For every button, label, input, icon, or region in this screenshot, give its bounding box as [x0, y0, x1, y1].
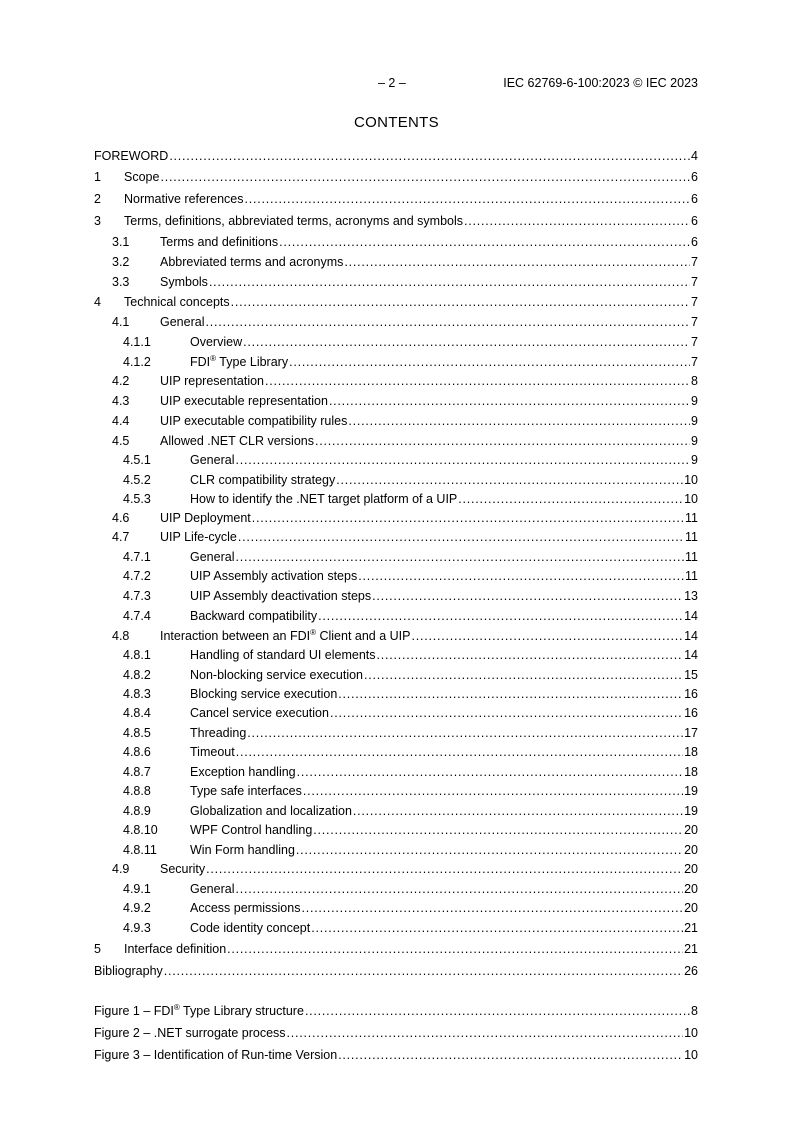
- toc-entry-title: [190, 470, 335, 490]
- toc-entry-title: [160, 372, 264, 391]
- toc-entry[interactable]: [94, 490, 698, 509]
- toc-entry[interactable]: [94, 272, 698, 292]
- toc-entry[interactable]: [94, 332, 698, 352]
- toc-entry-title: [190, 606, 317, 626]
- toc-entry-title: [160, 509, 251, 528]
- toc-entry-title-text: FDI: [190, 355, 211, 369]
- toc-entry-title: [160, 232, 278, 252]
- toc-entry-title: [190, 586, 371, 606]
- toc-entry-title-text: Code identity concept: [190, 921, 311, 935]
- toc-entry-title-text: Terms and definitions: [160, 235, 279, 249]
- toc-entry[interactable]: [94, 685, 698, 704]
- toc-entry[interactable]: [94, 586, 698, 606]
- toc-entry-title: [160, 272, 208, 292]
- toc-entry-title: [160, 431, 314, 451]
- toc-entry-title: [190, 821, 312, 840]
- toc-entry-number: 4.8.2: [123, 668, 151, 682]
- toc-entry-number: 4.9.3: [123, 921, 151, 935]
- toc-entry-page: 18: [684, 745, 698, 759]
- toc-entry-title-text: General: [190, 453, 235, 467]
- toc-entry[interactable]: [94, 782, 698, 801]
- toc-entry-title: [190, 646, 376, 665]
- toc-entry-number: 4.7.2: [123, 569, 151, 583]
- toc-entry-page: 20: [684, 901, 698, 915]
- toc-entry-page: 7: [691, 355, 698, 369]
- toc-entry-title-text: FOREWORD: [94, 149, 169, 163]
- toc-entry-number: 4.7: [112, 530, 130, 544]
- toc-entry-page: 13: [684, 589, 698, 603]
- toc-entry-title: [94, 960, 163, 982]
- dot-leader: [372, 586, 683, 606]
- toc-entry-title-text: General: [190, 882, 235, 896]
- dot-leader: [169, 145, 690, 167]
- toc-entry-title-text: General: [160, 315, 205, 329]
- toc-entry-title-text: Interface definition: [124, 942, 227, 956]
- registered-mark: ®: [210, 353, 217, 363]
- toc-entry-number: 4.9: [112, 862, 130, 876]
- toc-entry-title-text: Figure 2 – .NET surrogate process: [94, 1026, 286, 1040]
- toc-entry-title-text: Exception handling: [190, 765, 296, 779]
- toc-entry-title-text: Win Form handling: [190, 843, 295, 857]
- page-title: CONTENTS: [354, 114, 439, 131]
- toc-entry[interactable]: [94, 646, 698, 665]
- toc-entry-page: 8: [691, 1004, 698, 1018]
- dot-leader: [289, 352, 690, 372]
- toc-entry-page: 11: [685, 511, 698, 525]
- toc-entry-title: [94, 1000, 304, 1022]
- toc-entry[interactable]: [94, 918, 698, 938]
- dot-leader: [338, 1044, 683, 1066]
- toc-entry-title-text: Timeout: [190, 745, 235, 759]
- toc-entry-title-rest: Type Library structure: [179, 1004, 304, 1018]
- dot-leader: [205, 312, 690, 332]
- dot-leader: [301, 899, 683, 918]
- dot-leader: [353, 801, 683, 821]
- list-of-figures: [94, 1000, 698, 1066]
- toc-entry-page: 7: [691, 255, 698, 269]
- toc-entry-page: 15: [684, 668, 698, 682]
- toc-entry-number: 4.7.4: [123, 609, 151, 623]
- toc-entry[interactable]: [94, 899, 698, 918]
- toc-entry-number: 4.5.2: [123, 473, 151, 487]
- toc-entry-title: [190, 451, 234, 470]
- toc-entry-title-text: UIP executable compatibility rules: [160, 414, 348, 428]
- toc-entry-page: 20: [684, 823, 698, 837]
- toc-entry[interactable]: [94, 145, 698, 167]
- toc-entry-title: [190, 762, 296, 782]
- toc-entry-title-text: Terms, definitions, abbreviated terms, acronyms and symbols: [124, 214, 464, 228]
- toc-entry[interactable]: [94, 743, 698, 762]
- toc-entry-title: [160, 626, 411, 646]
- toc-entry-number: 4.5: [112, 434, 130, 448]
- toc-entry-title-text: UIP representation: [160, 374, 264, 388]
- toc-entry-number: 4.8.7: [123, 765, 151, 779]
- toc-entry-number: 3: [94, 214, 101, 228]
- toc-entry-page: 26: [684, 964, 698, 978]
- toc-entry-title: [190, 665, 363, 685]
- toc-entry-title-text: How to identify the .NET target platform of a UIP: [190, 492, 458, 506]
- dot-leader: [344, 252, 690, 272]
- toc-entry[interactable]: [94, 391, 698, 411]
- toc-entry-title-text: Abbreviated terms and acronyms: [160, 255, 344, 269]
- toc-entry[interactable]: [94, 960, 698, 982]
- toc-entry-page: 9: [691, 434, 698, 448]
- toc-entry[interactable]: [94, 528, 698, 547]
- toc-entry[interactable]: [94, 252, 698, 272]
- dot-leader: [231, 292, 690, 312]
- toc-entry-number: 4.9.2: [123, 901, 151, 915]
- dot-leader: [412, 626, 684, 646]
- toc-entry-title-text: UIP Life-cycle: [160, 530, 237, 544]
- table-of-contents: [94, 145, 698, 982]
- toc-entry-title-text: WPF Control handling: [190, 823, 313, 837]
- toc-entry-number: 4.9.1: [123, 882, 151, 896]
- document-id: IEC 62769-6-100:2023 © IEC 2023: [503, 76, 698, 90]
- toc-entry-number: 3.1: [112, 235, 130, 249]
- dot-leader: [235, 879, 683, 899]
- toc-entry-page: 9: [691, 414, 698, 428]
- dot-leader: [245, 188, 691, 210]
- toc-entry-title: [160, 252, 343, 272]
- toc-entry[interactable]: [94, 431, 698, 451]
- toc-entry-title-rest: Type Library: [216, 355, 289, 369]
- toc-entry-title: [94, 1044, 337, 1066]
- dot-leader: [235, 547, 684, 567]
- toc-entry-title-text: Access permissions: [190, 901, 301, 915]
- dot-leader: [364, 665, 683, 685]
- dot-leader: [209, 272, 690, 292]
- toc-entry-page: 19: [684, 804, 698, 818]
- toc-entry-number: 4: [94, 295, 101, 309]
- toc-entry-page: 16: [684, 706, 698, 720]
- toc-entry-page: 18: [684, 765, 698, 779]
- dot-leader: [252, 509, 684, 528]
- dot-leader: [279, 232, 690, 252]
- toc-entry[interactable]: [94, 860, 698, 879]
- toc-entry-title: [124, 167, 159, 188]
- toc-entry-title: [190, 801, 352, 821]
- toc-entry-title-text: Type safe interfaces: [190, 784, 302, 798]
- toc-entry-title-text: Figure 3 – Identification of Run-time Version: [94, 1048, 338, 1062]
- toc-entry-page: 10: [684, 492, 698, 506]
- page-number: – 2 –: [378, 76, 406, 90]
- toc-entry-number: 4.8.1: [123, 648, 151, 662]
- toc-entry-number: 4.8.5: [123, 726, 151, 740]
- registered-mark: ®: [310, 627, 316, 637]
- toc-entry[interactable]: [94, 1044, 698, 1066]
- toc-entry-number: 4.1.1: [123, 335, 151, 349]
- toc-entry-title-text: General: [190, 550, 235, 564]
- toc-entry-title: [124, 292, 230, 312]
- toc-entry-title-text: UIP executable representation: [160, 394, 328, 408]
- toc-entry[interactable]: [94, 840, 698, 860]
- toc-entry-number: 4.8.11: [123, 843, 157, 857]
- dot-leader: [338, 685, 683, 704]
- toc-entry-number: 1: [94, 170, 101, 184]
- toc-entry-title-text: UIP Deployment: [160, 511, 251, 525]
- dot-leader: [236, 743, 683, 762]
- toc-entry[interactable]: [94, 821, 698, 840]
- toc-entry-number: 4.7.1: [123, 550, 151, 564]
- toc-entry-title-text: Security: [160, 862, 206, 876]
- dot-leader: [318, 606, 683, 626]
- toc-entry[interactable]: [94, 292, 698, 312]
- dot-leader: [358, 567, 684, 586]
- dot-leader: [287, 1022, 684, 1044]
- dot-leader: [329, 391, 690, 411]
- toc-entry-number: 4.5.1: [123, 453, 151, 467]
- toc-entry[interactable]: [94, 232, 698, 252]
- toc-entry-number: 4.7.3: [123, 589, 151, 603]
- toc-entry-title: [160, 411, 347, 431]
- toc-entry-title: [160, 528, 237, 547]
- dot-leader: [227, 938, 683, 960]
- toc-entry-number: 4.8.3: [123, 687, 151, 701]
- toc-entry-page: 6: [691, 192, 698, 206]
- dot-leader: [296, 840, 683, 860]
- toc-entry-page: 7: [691, 315, 698, 329]
- toc-entry-title: [190, 490, 457, 509]
- toc-entry-page: 4: [691, 149, 698, 163]
- toc-entry-title: [190, 879, 234, 899]
- toc-entry-title: [190, 567, 357, 586]
- toc-entry-title-text: Handling of standard UI elements: [190, 648, 376, 662]
- toc-entry-title-text: Non-blocking service execution: [190, 668, 364, 682]
- toc-entry-title: [160, 860, 205, 879]
- toc-entry-title: [190, 743, 235, 762]
- dot-leader: [265, 372, 690, 391]
- toc-entry-number: 4.6: [112, 511, 130, 525]
- toc-entry[interactable]: [94, 606, 698, 626]
- toc-entry-title: [190, 723, 246, 743]
- dot-leader: [305, 1000, 690, 1022]
- toc-entry-number: 4.5.3: [123, 492, 151, 506]
- toc-entry-title-rest: Client and a UIP: [316, 629, 411, 643]
- toc-entry[interactable]: [94, 762, 698, 782]
- toc-entry-title-text: Globalization and localization: [190, 804, 352, 818]
- registered-mark: ®: [173, 1002, 180, 1012]
- toc-entry-page: 6: [691, 235, 698, 249]
- toc-entry-title-text: CLR compatibility strategy: [190, 473, 336, 487]
- dot-leader: [336, 470, 683, 490]
- dot-leader: [348, 411, 690, 431]
- toc-entry-page: 11: [685, 530, 698, 544]
- toc-entry-title-text: Allowed .NET CLR versions: [160, 434, 314, 448]
- toc-entry-title: [190, 840, 295, 860]
- toc-entry-title: [190, 782, 302, 801]
- toc-entry[interactable]: [94, 626, 698, 646]
- toc-entry-number: 4.2: [112, 374, 130, 388]
- toc-entry-title: [124, 938, 226, 960]
- toc-entry-page: 16: [684, 687, 698, 701]
- toc-entry-title-text: Normative references: [124, 192, 244, 206]
- toc-entry-title-text: Interaction between an FDI: [160, 629, 311, 643]
- toc-entry[interactable]: [94, 1022, 698, 1044]
- toc-entry-number: 4.8.6: [123, 745, 151, 759]
- toc-entry-title: [190, 547, 234, 567]
- toc-entry[interactable]: [94, 938, 698, 960]
- toc-entry-title-text: Scope: [124, 170, 160, 184]
- toc-entry-title: [124, 210, 463, 232]
- toc-entry-page: 20: [684, 843, 698, 857]
- page-header: [0, 76, 793, 92]
- toc-entry-page: 10: [684, 473, 698, 487]
- toc-entry-title: [190, 685, 337, 704]
- toc-entry[interactable]: [94, 723, 698, 743]
- dot-leader: [297, 762, 683, 782]
- toc-entry-page: 14: [684, 629, 698, 643]
- toc-entry-page: 8: [691, 374, 698, 388]
- toc-entry-page: 10: [684, 1026, 698, 1040]
- toc-entry-title: [190, 704, 329, 723]
- dot-leader: [235, 451, 690, 470]
- toc-entry-page: 17: [684, 726, 698, 740]
- dot-leader: [247, 723, 683, 743]
- toc-entry-page: 9: [691, 453, 698, 467]
- dot-leader: [164, 960, 683, 982]
- toc-entry-page: 19: [684, 784, 698, 798]
- dot-leader: [464, 210, 690, 232]
- toc-entry-title: [190, 352, 288, 372]
- toc-entry-page: 7: [691, 335, 698, 349]
- dot-leader: [458, 490, 683, 509]
- toc-entry-title-text: Figure 1 – FDI: [94, 1004, 174, 1018]
- toc-entry-number: 2: [94, 192, 101, 206]
- toc-entry[interactable]: [94, 1000, 698, 1022]
- toc-entry-page: 9: [691, 394, 698, 408]
- toc-entry-page: 21: [684, 942, 698, 956]
- toc-entry-page: 6: [691, 170, 698, 184]
- toc-entry[interactable]: [94, 352, 698, 372]
- toc-entry-title: [124, 188, 244, 210]
- toc-entry[interactable]: [94, 704, 698, 723]
- toc-entry-title: [160, 312, 204, 332]
- toc-entry[interactable]: [94, 411, 698, 431]
- toc-entry-page: 21: [684, 921, 698, 935]
- toc-entry-title-text: UIP Assembly activation steps: [190, 569, 358, 583]
- dot-leader: [238, 528, 684, 547]
- toc-entry-page: 10: [684, 1048, 698, 1062]
- toc-entry[interactable]: [94, 665, 698, 685]
- toc-entry-number: 4.8.4: [123, 706, 151, 720]
- toc-entry[interactable]: [94, 167, 698, 188]
- toc-entry-title-text: Technical concepts: [124, 295, 230, 309]
- toc-entry-title-text: Threading: [190, 726, 247, 740]
- toc-entry-title: [160, 391, 328, 411]
- toc-entry-page: 11: [685, 569, 698, 583]
- toc-entry-number: 4.8.8: [123, 784, 151, 798]
- toc-entry-title: [94, 145, 168, 167]
- toc-entry-title: [190, 332, 242, 352]
- dot-leader: [303, 782, 683, 801]
- toc-entry-title-text: Symbols: [160, 275, 208, 289]
- toc-entry[interactable]: [94, 801, 698, 821]
- toc-entry-number: 3.3: [112, 275, 130, 289]
- toc-entry-page: 20: [684, 882, 698, 896]
- dot-leader: [313, 821, 683, 840]
- toc-entry-number: 4.1: [112, 315, 130, 329]
- toc-entry-number: 5: [94, 942, 101, 956]
- toc-entry-number: 4.3: [112, 394, 130, 408]
- toc-entry-page: 7: [691, 295, 698, 309]
- toc-entry[interactable]: [94, 547, 698, 567]
- dot-leader: [160, 167, 690, 188]
- toc-entry[interactable]: [94, 879, 698, 899]
- toc-entry-title: [190, 918, 310, 938]
- toc-entry-title-text: UIP Assembly deactivation steps: [190, 589, 372, 603]
- toc-entry-title-text: Backward compatibility: [190, 609, 318, 623]
- toc-entry-title-text: Overview: [190, 335, 243, 349]
- toc-entry-number: 4.8.9: [123, 804, 151, 818]
- dot-leader: [243, 332, 690, 352]
- toc-entry-page: 11: [685, 550, 698, 564]
- toc-entry[interactable]: [94, 451, 698, 470]
- dot-leader: [377, 646, 684, 665]
- toc-entry[interactable]: [94, 509, 698, 528]
- toc-entry[interactable]: [94, 210, 698, 232]
- dot-leader: [206, 860, 683, 879]
- toc-entry-title-text: Bibliography: [94, 964, 163, 978]
- toc-entry-number: 4.8: [112, 629, 130, 643]
- toc-entry-title: [190, 899, 300, 918]
- toc-entry-number: 4.1.2: [123, 355, 151, 369]
- toc-entry-page: 14: [684, 609, 698, 623]
- toc-entry-number: 3.2: [112, 255, 130, 269]
- dot-leader: [330, 704, 683, 723]
- toc-entry[interactable]: [94, 372, 698, 391]
- toc-entry[interactable]: [94, 470, 698, 490]
- toc-entry-title: [94, 1022, 286, 1044]
- toc-entry-page: 6: [691, 214, 698, 228]
- dot-leader: [315, 431, 690, 451]
- toc-entry[interactable]: [94, 567, 698, 586]
- toc-entry-page: 14: [684, 648, 698, 662]
- toc-entry-title-text: Blocking service execution: [190, 687, 338, 701]
- toc-entry-page: 20: [684, 862, 698, 876]
- toc-entry-page: 7: [691, 275, 698, 289]
- toc-entry-title-text: Cancel service execution: [190, 706, 329, 720]
- toc-entry-number: 4.4: [112, 414, 130, 428]
- dot-leader: [311, 918, 683, 938]
- toc-entry-number: 4.8.10: [123, 823, 158, 837]
- toc-entry[interactable]: [94, 312, 698, 332]
- toc-entry[interactable]: [94, 188, 698, 210]
